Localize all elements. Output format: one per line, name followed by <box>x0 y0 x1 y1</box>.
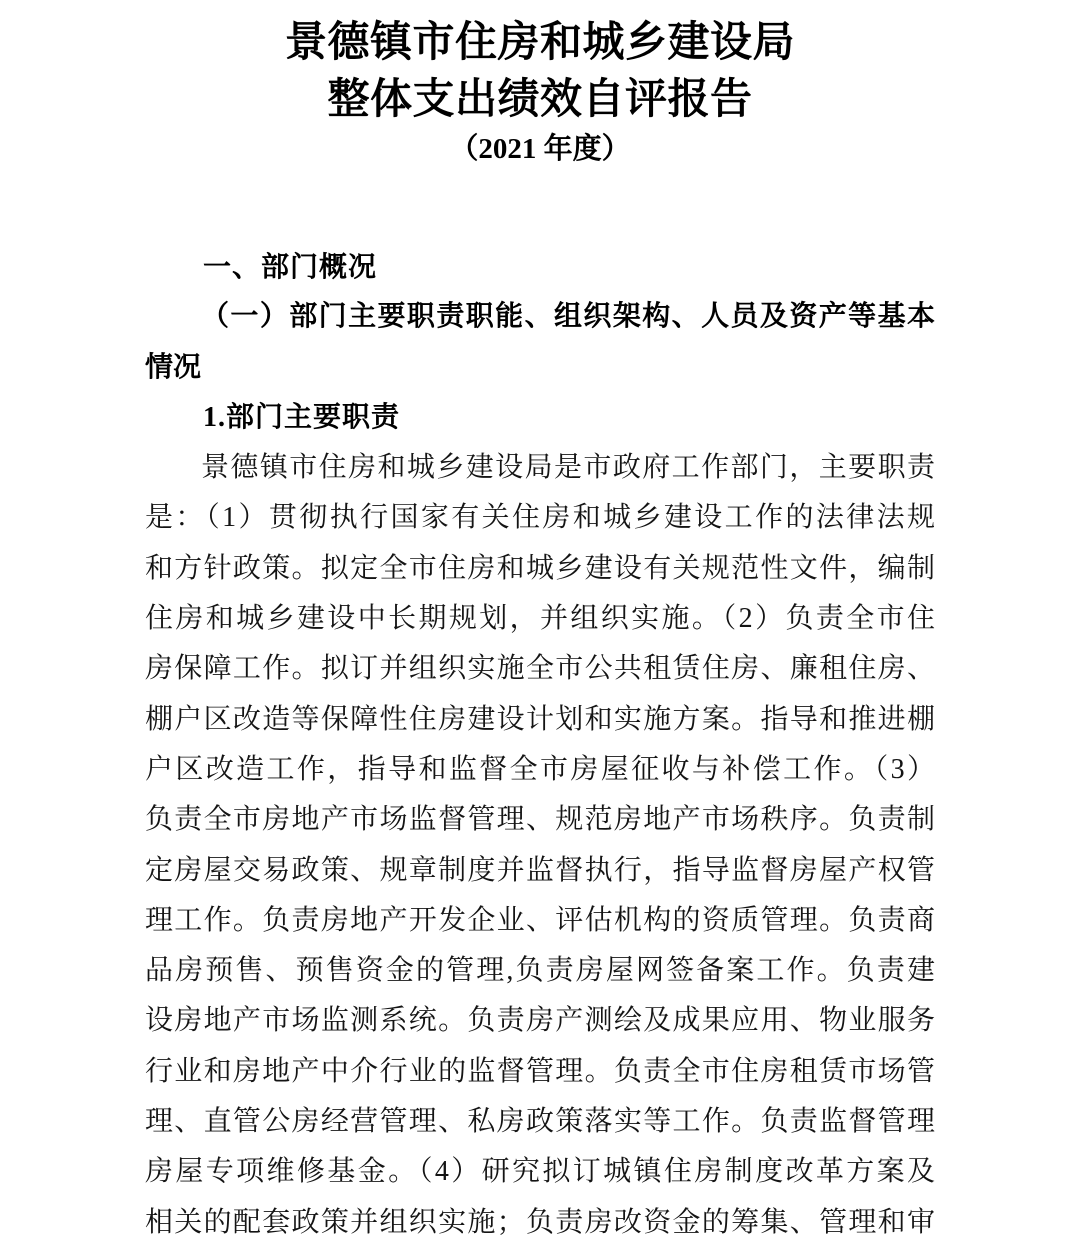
body-line: 景德镇市住房和城乡建设局是市政府工作部门，主要职责 <box>201 452 935 484</box>
report-title-line2: 整体支出绩效自评报告 <box>327 75 753 122</box>
report-header <box>145 0 935 169</box>
subsection-heading-line1: （一）部门主要职责职能、组织架构、人员及资产等基本 <box>201 301 935 333</box>
body-line: 住房和城乡建设中长期规划，并组织实施。（2）负责全市住 <box>145 603 935 635</box>
body-line: 房屋专项维修基金。（4）研究拟订城镇住房制度改革方案及 <box>145 1156 935 1188</box>
body-line: 房保障工作。拟订并组织实施全市公共租赁住房、廉租住房、 <box>145 653 935 685</box>
body-line: 是：（1）贯彻执行国家有关住房和城乡建设工作的法律法规 <box>145 502 935 534</box>
item-heading: 1.部门主要职责 <box>203 401 401 433</box>
body-line: 行业和房地产中介行业的监督管理。负责全市住房租赁市场管 <box>145 1055 935 1087</box>
body-line: 品房预售、预售资金的管理,负责房屋网签备案工作。负责建 <box>145 955 935 987</box>
body-line: 负责全市房地产市场监督管理、规范房地产市场秩序。负责制 <box>145 804 935 836</box>
body-line: 户区改造工作，指导和监督全市房屋征收与补偿工作。（3） <box>145 753 935 785</box>
report-body <box>145 242 935 1243</box>
body-line: 和方针政策。拟定全市住房和城乡建设有关规范性文件，编制 <box>145 552 935 584</box>
report-title-line1: 景德镇市住房和城乡建设局 <box>284 18 795 65</box>
body-line: 设房地产市场监测系统。负责房产测绘及成果应用、物业服务 <box>145 1005 935 1037</box>
body-line: 相关的配套政策并组织实施；负责房改资金的筹集、管理和审 <box>145 1206 935 1238</box>
section-heading: 一、部门概况 <box>203 251 378 282</box>
body-line: 理工作。负责房地产开发企业、评估机构的资质管理。负责商 <box>145 904 935 936</box>
body-line: 棚户区改造等保障性住房建设计划和实施方案。指导和推进棚 <box>145 703 935 735</box>
body-line: 定房屋交易政策、规章制度并监督执行，指导监督房屋产权管 <box>145 854 935 886</box>
subsection-heading-line2: 情况 <box>145 351 202 383</box>
report-year: （2021 年度） <box>449 133 631 165</box>
body-line: 理、直管公房经营管理、私房政策落实等工作。负责监督管理 <box>145 1106 935 1138</box>
